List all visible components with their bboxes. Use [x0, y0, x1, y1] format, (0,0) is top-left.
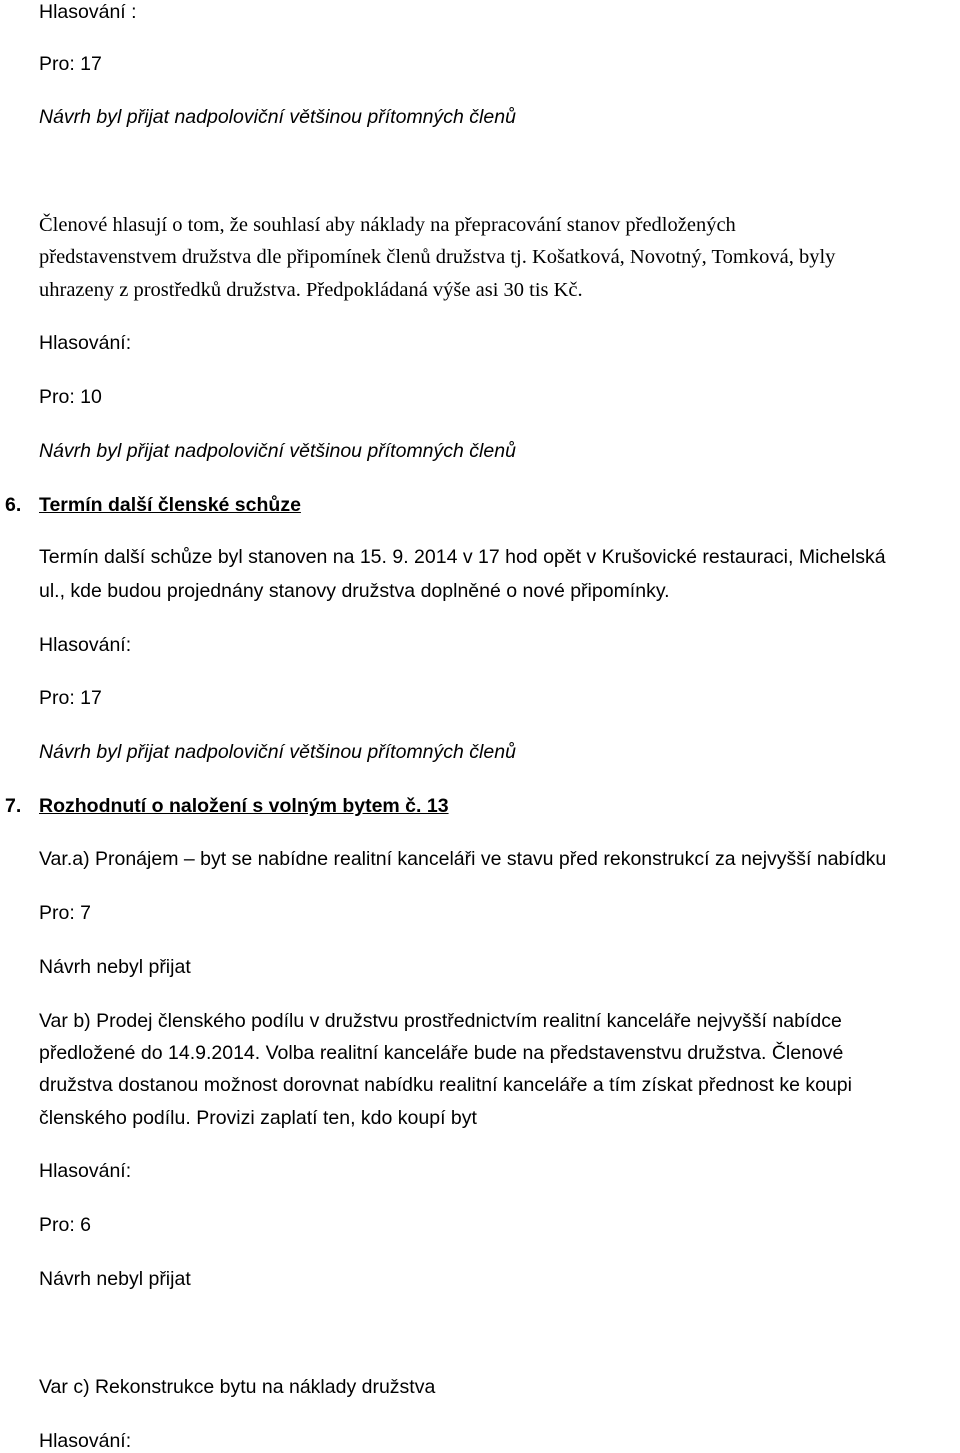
votes-for: Pro: 17 — [39, 53, 102, 75]
result-text: Návrh byl přijat nadpoloviční většinou přítomných členů — [39, 741, 516, 763]
paragraph-line: členského podílu. Provizi zaplatí ten, kdo koupí byt — [39, 1107, 477, 1129]
paragraph-line: představenstvem družstva dle připomínek členů družstva tj. Košatková, Novotný, Tomková, byly — [39, 246, 836, 268]
voting-label: Hlasování: — [39, 1160, 132, 1182]
paragraph-line: ul., kde budou projednány stanovy družstva doplněné o nové připomínky. — [39, 580, 670, 602]
voting-label: Hlasování : — [39, 1, 137, 23]
section-title: Termín další členské schůze — [39, 494, 301, 516]
votes-for: Pro: 7 — [39, 902, 92, 924]
paragraph-line: uhrazeny z prostředků družstva. Předpokládaná výše asi 30 tis Kč. — [39, 279, 583, 301]
section-heading-7 — [5, 794, 449, 818]
voting-label: Hlasování: — [39, 1430, 132, 1452]
paragraph-line: Členové hlasují o tom, že souhlasí aby náklady na přepracování stanov předložených — [39, 214, 736, 236]
votes-for: Pro: 10 — [39, 386, 102, 408]
section-title: Rozhodnutí o naložení s volným bytem č. 13 — [39, 795, 449, 817]
paragraph-line: předložené do 14.9.2014. Volba realitní kanceláře bude na představenstvu družstva. Členové — [39, 1042, 844, 1064]
voting-label: Hlasování: — [39, 634, 132, 656]
paragraph-line: Var b) Prodej členského podílu v družstvu prostřednictvím realitní kanceláře nejvyšší nabídce — [39, 1010, 842, 1032]
paragraph-line: Termín další schůze byl stanoven na 15. 9. 2014 v 17 hod opět v Krušovické restauraci, Michelská — [39, 546, 886, 568]
section-number: 7. — [5, 795, 22, 817]
result-text: Návrh byl přijat nadpoloviční většinou přítomných členů — [39, 440, 516, 462]
result-text: Návrh byl přijat nadpoloviční většinou přítomných členů — [39, 106, 516, 128]
votes-for: Pro: 17 — [39, 687, 102, 709]
variant-a: Var.a) Pronájem – byt se nabídne realitní kanceláři ve stavu před rekonstrukcí za nejvyšší nabídku — [39, 848, 887, 870]
result-text: Návrh nebyl přijat — [39, 956, 191, 978]
section-number: 6. — [5, 494, 22, 516]
votes-for: Pro: 6 — [39, 1214, 92, 1236]
variant-c: Var c) Rekonstrukce bytu na náklady družstva — [39, 1376, 436, 1398]
paragraph-line: družstva dostanou možnost dorovnat nabídku realitní kanceláře a tím získat přednost ke koupi — [39, 1074, 852, 1096]
result-text: Návrh nebyl přijat — [39, 1268, 191, 1290]
section-heading-6 — [5, 493, 301, 517]
voting-label: Hlasování: — [39, 332, 132, 354]
